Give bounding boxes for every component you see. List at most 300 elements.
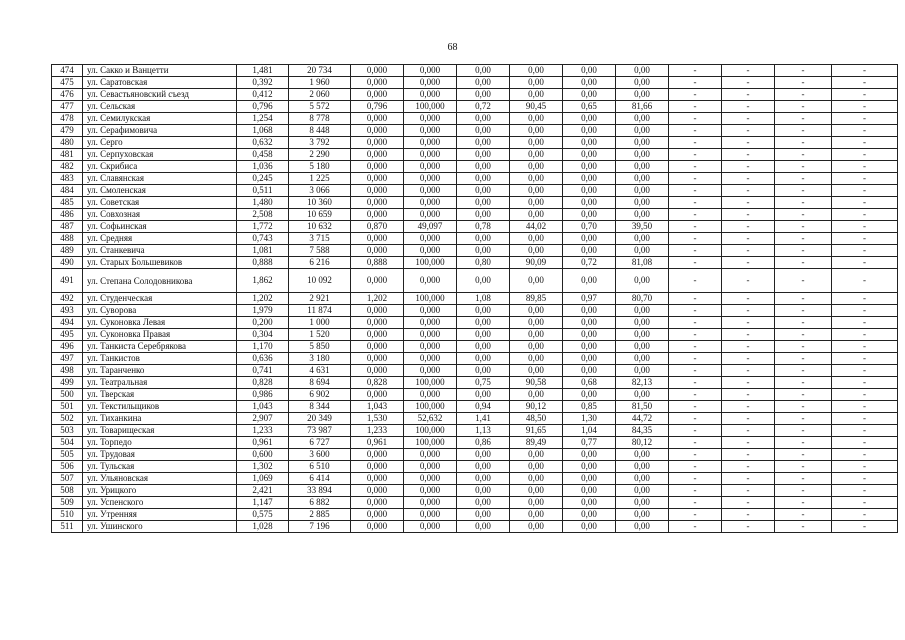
value-cell: 1,069 xyxy=(237,473,289,485)
value-cell: 0,00 xyxy=(563,341,616,353)
value-cell: 90,12 xyxy=(510,401,563,413)
value-cell: 0,000 xyxy=(351,161,404,173)
dash-cell: - xyxy=(775,197,832,209)
row-number-cell: 486 xyxy=(52,209,83,221)
value-cell: 1,202 xyxy=(351,293,404,305)
dash-cell: - xyxy=(775,77,832,89)
value-cell: 8 448 xyxy=(289,125,351,137)
value-cell: 2,907 xyxy=(237,413,289,425)
value-cell: 8 344 xyxy=(289,401,351,413)
table-row xyxy=(52,113,898,125)
value-cell: 1,862 xyxy=(237,269,289,293)
dash-cell: - xyxy=(669,113,722,125)
dash-cell: - xyxy=(722,461,775,473)
row-number-cell: 510 xyxy=(52,509,83,521)
dash-cell: - xyxy=(722,329,775,341)
street-name-cell: ул. Скрибиса xyxy=(83,161,237,173)
value-cell: 0,00 xyxy=(457,461,510,473)
value-cell: 100,000 xyxy=(404,377,457,389)
dash-cell: - xyxy=(832,413,898,425)
value-cell: 1,233 xyxy=(237,425,289,437)
value-cell: 0,00 xyxy=(510,365,563,377)
dash-cell: - xyxy=(832,473,898,485)
value-cell: 0,000 xyxy=(404,173,457,185)
value-cell: 0,00 xyxy=(616,197,669,209)
value-cell: 0,00 xyxy=(457,173,510,185)
value-cell: 0,00 xyxy=(457,269,510,293)
row-number-cell: 506 xyxy=(52,461,83,473)
dash-cell: - xyxy=(669,437,722,449)
dash-cell: - xyxy=(775,113,832,125)
dash-cell: - xyxy=(775,245,832,257)
value-cell: 0,00 xyxy=(510,233,563,245)
dash-cell: - xyxy=(775,221,832,233)
value-cell: 1 000 xyxy=(289,317,351,329)
value-cell: 3 715 xyxy=(289,233,351,245)
value-cell: 0,000 xyxy=(404,473,457,485)
dash-cell: - xyxy=(669,221,722,233)
value-cell: 0,000 xyxy=(351,389,404,401)
street-name-cell: ул. Тиханкина xyxy=(83,413,237,425)
value-cell: 6 510 xyxy=(289,461,351,473)
value-cell: 0,00 xyxy=(457,197,510,209)
row-number-cell: 482 xyxy=(52,161,83,173)
dash-cell: - xyxy=(669,473,722,485)
dash-cell: - xyxy=(722,101,775,113)
dash-cell: - xyxy=(669,173,722,185)
dash-cell: - xyxy=(832,137,898,149)
value-cell: 1,068 xyxy=(237,125,289,137)
value-cell: 0,00 xyxy=(616,509,669,521)
value-cell: 0,000 xyxy=(404,365,457,377)
street-name-cell: ул. Трудовая xyxy=(83,449,237,461)
value-cell: 0,00 xyxy=(457,125,510,137)
value-cell: 0,575 xyxy=(237,509,289,521)
value-cell: 0,00 xyxy=(563,461,616,473)
dash-cell: - xyxy=(832,317,898,329)
value-cell: 3 600 xyxy=(289,449,351,461)
value-cell: 44,72 xyxy=(616,413,669,425)
dash-cell: - xyxy=(722,245,775,257)
value-cell: 0,00 xyxy=(563,173,616,185)
table-row xyxy=(52,437,898,449)
dash-cell: - xyxy=(722,113,775,125)
value-cell: 0,000 xyxy=(404,89,457,101)
row-number-cell: 474 xyxy=(52,65,83,77)
value-cell: 0,00 xyxy=(616,341,669,353)
value-cell: 100,000 xyxy=(404,425,457,437)
street-name-cell: ул. Семилукская xyxy=(83,113,237,125)
value-cell: 0,00 xyxy=(510,65,563,77)
value-cell: 0,000 xyxy=(404,485,457,497)
street-name-cell: ул. Севастьяновский съезд xyxy=(83,89,237,101)
value-cell: 1,254 xyxy=(237,113,289,125)
value-cell: 0,000 xyxy=(404,137,457,149)
value-cell: 0,00 xyxy=(457,161,510,173)
value-cell: 0,000 xyxy=(351,113,404,125)
value-cell: 0,961 xyxy=(237,437,289,449)
dash-cell: - xyxy=(832,461,898,473)
value-cell: 81,08 xyxy=(616,257,669,269)
dash-cell: - xyxy=(722,377,775,389)
dash-cell: - xyxy=(832,269,898,293)
dash-cell: - xyxy=(832,365,898,377)
value-cell: 0,00 xyxy=(563,245,616,257)
value-cell: 0,000 xyxy=(351,245,404,257)
value-cell: 0,00 xyxy=(457,149,510,161)
value-cell: 0,00 xyxy=(616,449,669,461)
value-cell: 0,00 xyxy=(457,365,510,377)
value-cell: 90,45 xyxy=(510,101,563,113)
value-cell: 0,000 xyxy=(404,149,457,161)
value-cell: 0,00 xyxy=(510,329,563,341)
table-row xyxy=(52,341,898,353)
dash-cell: - xyxy=(775,137,832,149)
row-number-cell: 494 xyxy=(52,317,83,329)
value-cell: 1 960 xyxy=(289,77,351,89)
dash-cell: - xyxy=(722,389,775,401)
value-cell: 0,00 xyxy=(616,269,669,293)
value-cell: 0,80 xyxy=(457,257,510,269)
dash-cell: - xyxy=(775,269,832,293)
row-number-cell: 501 xyxy=(52,401,83,413)
value-cell: 0,000 xyxy=(351,461,404,473)
value-cell: 0,828 xyxy=(237,377,289,389)
value-cell: 11 874 xyxy=(289,305,351,317)
value-cell: 0,00 xyxy=(616,521,669,533)
value-cell: 0,000 xyxy=(404,497,457,509)
value-cell: 0,245 xyxy=(237,173,289,185)
table-row xyxy=(52,485,898,497)
value-cell: 0,000 xyxy=(404,65,457,77)
value-cell: 0,000 xyxy=(351,209,404,221)
street-name-cell: ул. Старых Большевиков xyxy=(83,257,237,269)
row-number-cell: 480 xyxy=(52,137,83,149)
dash-cell: - xyxy=(775,161,832,173)
value-cell: 0,000 xyxy=(351,125,404,137)
row-number-cell: 500 xyxy=(52,389,83,401)
dash-cell: - xyxy=(832,65,898,77)
value-cell: 1,41 xyxy=(457,413,510,425)
dash-cell: - xyxy=(775,389,832,401)
value-cell: 0,00 xyxy=(616,389,669,401)
value-cell: 0,304 xyxy=(237,329,289,341)
value-cell: 1 225 xyxy=(289,173,351,185)
value-cell: 0,888 xyxy=(237,257,289,269)
value-cell: 0,000 xyxy=(351,485,404,497)
value-cell: 1,04 xyxy=(563,425,616,437)
dash-cell: - xyxy=(775,509,832,521)
value-cell: 0,00 xyxy=(510,341,563,353)
value-cell: 100,000 xyxy=(404,437,457,449)
value-cell: 0,00 xyxy=(563,161,616,173)
dash-cell: - xyxy=(775,497,832,509)
value-cell: 0,986 xyxy=(237,389,289,401)
dash-cell: - xyxy=(722,269,775,293)
dash-cell: - xyxy=(669,365,722,377)
street-name-cell: ул. Студенческая xyxy=(83,293,237,305)
row-number-cell: 476 xyxy=(52,89,83,101)
table-row xyxy=(52,353,898,365)
value-cell: 0,00 xyxy=(616,485,669,497)
table-row xyxy=(52,257,898,269)
value-cell: 0,00 xyxy=(616,77,669,89)
value-cell: 0,000 xyxy=(404,521,457,533)
street-name-cell: ул. Танкистов xyxy=(83,353,237,365)
value-cell: 0,00 xyxy=(563,149,616,161)
value-cell: 10 659 xyxy=(289,209,351,221)
value-cell: 0,000 xyxy=(351,149,404,161)
value-cell: 6 882 xyxy=(289,497,351,509)
row-number-cell: 485 xyxy=(52,197,83,209)
dash-cell: - xyxy=(775,521,832,533)
table-row xyxy=(52,65,898,77)
value-cell: 80,70 xyxy=(616,293,669,305)
value-cell: 0,00 xyxy=(457,245,510,257)
value-cell: 4 631 xyxy=(289,365,351,377)
table-row xyxy=(52,449,898,461)
value-cell: 0,000 xyxy=(351,353,404,365)
value-cell: 0,00 xyxy=(563,113,616,125)
dash-cell: - xyxy=(775,233,832,245)
value-cell: 39,50 xyxy=(616,221,669,233)
value-cell: 0,000 xyxy=(351,365,404,377)
data-table xyxy=(51,64,898,533)
dash-cell: - xyxy=(832,449,898,461)
table-row xyxy=(52,425,898,437)
dash-cell: - xyxy=(722,65,775,77)
dash-cell: - xyxy=(669,485,722,497)
row-number-cell: 475 xyxy=(52,77,83,89)
value-cell: 0,00 xyxy=(510,77,563,89)
street-name-cell: ул. Театральная xyxy=(83,377,237,389)
value-cell: 0,00 xyxy=(510,245,563,257)
value-cell: 0,00 xyxy=(563,209,616,221)
value-cell: 0,94 xyxy=(457,401,510,413)
value-cell: 0,000 xyxy=(404,245,457,257)
street-name-cell: ул. Ульяновская xyxy=(83,473,237,485)
row-number-cell: 487 xyxy=(52,221,83,233)
dash-cell: - xyxy=(722,173,775,185)
street-name-cell: ул. Станкевича xyxy=(83,245,237,257)
value-cell: 0,00 xyxy=(510,125,563,137)
value-cell: 0,00 xyxy=(616,137,669,149)
dash-cell: - xyxy=(722,317,775,329)
value-cell: 0,00 xyxy=(457,77,510,89)
value-cell: 0,00 xyxy=(563,449,616,461)
value-cell: 0,000 xyxy=(404,113,457,125)
dash-cell: - xyxy=(832,161,898,173)
value-cell: 6 902 xyxy=(289,389,351,401)
value-cell: 0,00 xyxy=(616,149,669,161)
table-row xyxy=(52,197,898,209)
dash-cell: - xyxy=(722,161,775,173)
row-number-cell: 509 xyxy=(52,497,83,509)
value-cell: 1,202 xyxy=(237,293,289,305)
value-cell: 0,200 xyxy=(237,317,289,329)
value-cell: 90,09 xyxy=(510,257,563,269)
value-cell: 80,12 xyxy=(616,437,669,449)
value-cell: 1,036 xyxy=(237,161,289,173)
value-cell: 0,00 xyxy=(510,185,563,197)
value-cell: 1,530 xyxy=(351,413,404,425)
dash-cell: - xyxy=(832,245,898,257)
value-cell: 0,00 xyxy=(563,89,616,101)
dash-cell: - xyxy=(832,389,898,401)
dash-cell: - xyxy=(775,413,832,425)
value-cell: 6 414 xyxy=(289,473,351,485)
row-number-cell: 507 xyxy=(52,473,83,485)
street-name-cell: ул. Товарищеская xyxy=(83,425,237,437)
dash-cell: - xyxy=(669,305,722,317)
value-cell: 0,000 xyxy=(404,233,457,245)
street-name-cell: ул. Утренняя xyxy=(83,509,237,521)
value-cell: 0,000 xyxy=(404,341,457,353)
value-cell: 0,00 xyxy=(510,209,563,221)
value-cell: 0,000 xyxy=(351,185,404,197)
table-body xyxy=(52,65,898,533)
dash-cell: - xyxy=(669,461,722,473)
table-row xyxy=(52,365,898,377)
dash-cell: - xyxy=(669,209,722,221)
dash-cell: - xyxy=(722,209,775,221)
value-cell: 0,000 xyxy=(351,329,404,341)
dash-cell: - xyxy=(775,341,832,353)
row-number-cell: 496 xyxy=(52,341,83,353)
value-cell: 7 588 xyxy=(289,245,351,257)
row-number-cell: 491 xyxy=(52,269,83,293)
value-cell: 0,796 xyxy=(351,101,404,113)
value-cell: 0,00 xyxy=(510,353,563,365)
value-cell: 0,00 xyxy=(616,365,669,377)
value-cell: 0,00 xyxy=(563,137,616,149)
table-row xyxy=(52,221,898,233)
value-cell: 0,000 xyxy=(404,449,457,461)
dash-cell: - xyxy=(775,377,832,389)
value-cell: 0,00 xyxy=(510,389,563,401)
dash-cell: - xyxy=(775,293,832,305)
dash-cell: - xyxy=(669,521,722,533)
value-cell: 0,000 xyxy=(351,233,404,245)
street-name-cell: ул. Сакко и Ванцетти xyxy=(83,65,237,77)
value-cell: 84,35 xyxy=(616,425,669,437)
dash-cell: - xyxy=(722,449,775,461)
value-cell: 0,888 xyxy=(351,257,404,269)
value-cell: 0,72 xyxy=(457,101,510,113)
value-cell: 0,000 xyxy=(404,77,457,89)
table-row xyxy=(52,461,898,473)
street-name-cell: ул. Степана Солодовникова xyxy=(83,269,237,293)
value-cell: 0,00 xyxy=(563,365,616,377)
dash-cell: - xyxy=(775,353,832,365)
value-cell: 0,00 xyxy=(510,305,563,317)
value-cell: 0,68 xyxy=(563,377,616,389)
value-cell: 0,796 xyxy=(237,101,289,113)
value-cell: 0,00 xyxy=(616,461,669,473)
dash-cell: - xyxy=(722,365,775,377)
table-row xyxy=(52,521,898,533)
table-row xyxy=(52,413,898,425)
dash-cell: - xyxy=(669,377,722,389)
value-cell: 0,00 xyxy=(616,65,669,77)
value-cell: 0,00 xyxy=(563,521,616,533)
dash-cell: - xyxy=(832,149,898,161)
dash-cell: - xyxy=(669,101,722,113)
dash-cell: - xyxy=(669,341,722,353)
value-cell: 0,000 xyxy=(351,497,404,509)
value-cell: 0,97 xyxy=(563,293,616,305)
row-number-cell: 483 xyxy=(52,173,83,185)
dash-cell: - xyxy=(669,257,722,269)
dash-cell: - xyxy=(669,449,722,461)
value-cell: 0,00 xyxy=(616,209,669,221)
value-cell: 0,00 xyxy=(510,521,563,533)
value-cell: 1,233 xyxy=(351,425,404,437)
dash-cell: - xyxy=(722,413,775,425)
value-cell: 0,00 xyxy=(457,89,510,101)
dash-cell: - xyxy=(669,413,722,425)
value-cell: 2 290 xyxy=(289,149,351,161)
value-cell: 0,86 xyxy=(457,437,510,449)
value-cell: 0,00 xyxy=(563,125,616,137)
value-cell: 0,00 xyxy=(457,209,510,221)
value-cell: 20 734 xyxy=(289,65,351,77)
value-cell: 0,00 xyxy=(616,317,669,329)
value-cell: 2,421 xyxy=(237,485,289,497)
value-cell: 0,75 xyxy=(457,377,510,389)
value-cell: 0,00 xyxy=(457,497,510,509)
value-cell: 0,000 xyxy=(351,269,404,293)
table-row xyxy=(52,377,898,389)
row-number-cell: 488 xyxy=(52,233,83,245)
value-cell: 100,000 xyxy=(404,401,457,413)
value-cell: 48,50 xyxy=(510,413,563,425)
row-number-cell: 498 xyxy=(52,365,83,377)
row-number-cell: 492 xyxy=(52,293,83,305)
value-cell: 0,000 xyxy=(351,449,404,461)
street-name-cell: ул. Урицкого xyxy=(83,485,237,497)
dash-cell: - xyxy=(832,521,898,533)
table-row xyxy=(52,89,898,101)
value-cell: 0,00 xyxy=(457,317,510,329)
value-cell: 49,097 xyxy=(404,221,457,233)
value-cell: 1,147 xyxy=(237,497,289,509)
value-cell: 0,741 xyxy=(237,365,289,377)
value-cell: 0,00 xyxy=(510,317,563,329)
row-number-cell: 495 xyxy=(52,329,83,341)
value-cell: 0,000 xyxy=(404,317,457,329)
dash-cell: - xyxy=(669,425,722,437)
table-row xyxy=(52,137,898,149)
street-name-cell: ул. Успенского xyxy=(83,497,237,509)
row-number-cell: 490 xyxy=(52,257,83,269)
value-cell: 0,00 xyxy=(616,233,669,245)
value-cell: 1,170 xyxy=(237,341,289,353)
value-cell: 0,00 xyxy=(457,509,510,521)
dash-cell: - xyxy=(775,485,832,497)
dash-cell: - xyxy=(669,161,722,173)
row-number-cell: 477 xyxy=(52,101,83,113)
value-cell: 0,412 xyxy=(237,89,289,101)
value-cell: 0,000 xyxy=(404,185,457,197)
value-cell: 1,081 xyxy=(237,245,289,257)
dash-cell: - xyxy=(832,197,898,209)
value-cell: 0,000 xyxy=(351,521,404,533)
dash-cell: - xyxy=(669,401,722,413)
row-number-cell: 499 xyxy=(52,377,83,389)
street-name-cell: ул. Сельская xyxy=(83,101,237,113)
table-row xyxy=(52,149,898,161)
